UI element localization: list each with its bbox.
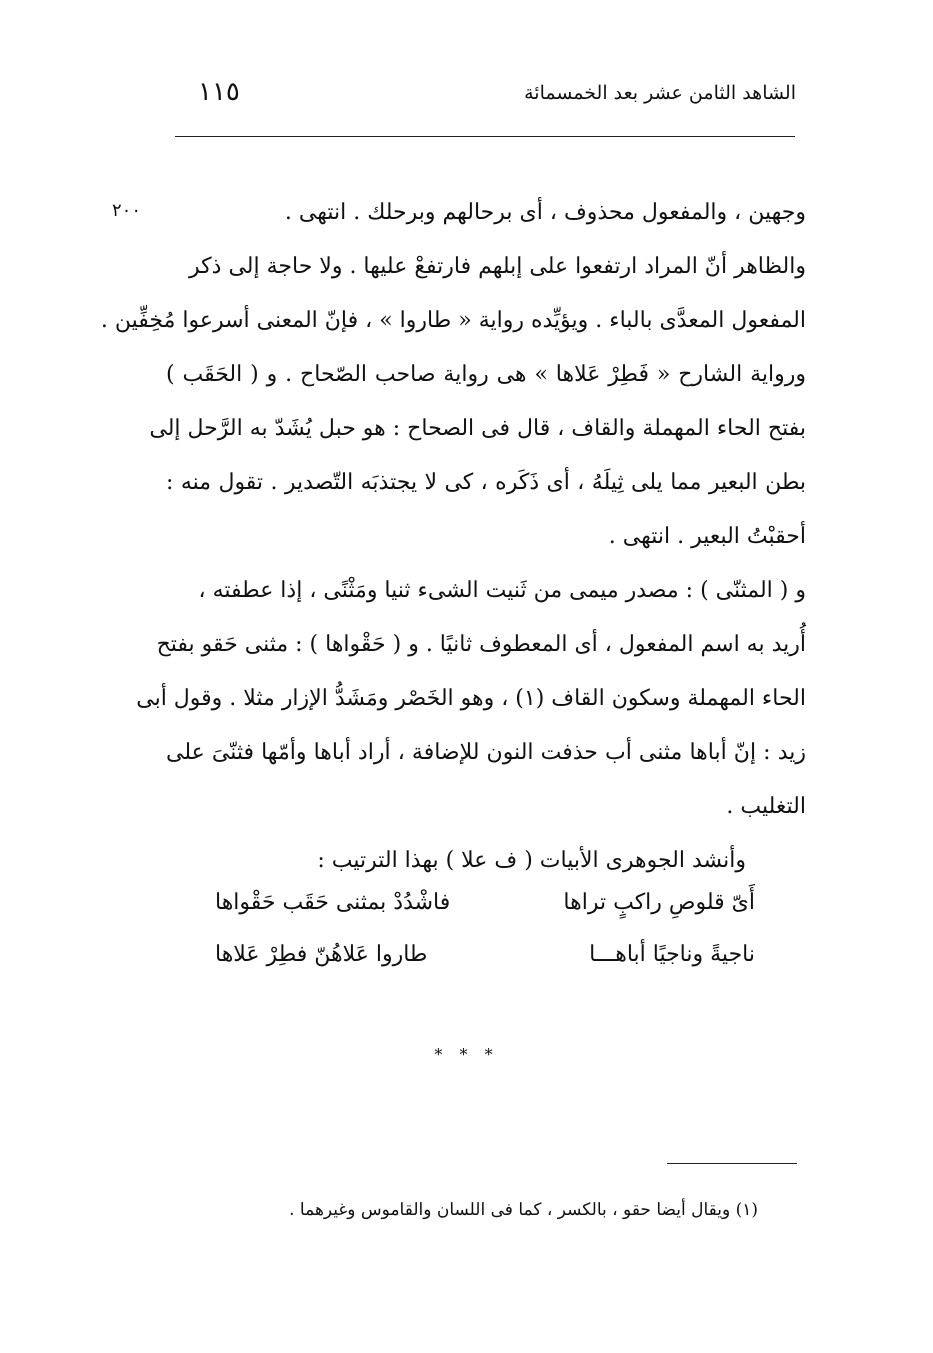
page-number: ١١٥ bbox=[198, 77, 240, 107]
body-line: وأنشد الجوهرى الأبيات ( ف علا ) بهذا الترتيب : bbox=[317, 848, 746, 873]
verse-second-hemistich: فاشْدُدْ بمثنى حَقَب حَقْواها bbox=[215, 890, 451, 915]
body-line: ورواية الشارح « فَطِرْ عَلاها » هى رواية صاحب الصّحاح . و ( الحَقَب ) bbox=[166, 362, 806, 387]
body-line: أحقبْتُ البعير . انتهى . bbox=[608, 524, 806, 549]
verse-first-hemistich: ناجيةً وناجيًا أباهـــا bbox=[589, 942, 755, 967]
running-header-title: الشاهد الثامن عشر بعد الخمسمائة bbox=[524, 82, 796, 104]
verse-row bbox=[215, 890, 755, 924]
footnote-divider bbox=[667, 1163, 797, 1164]
body-line: بفتح الحاء المهملة والقاف ، قال فى الصحاح : هو حبل يُشَدّ به الرَّحل إلى bbox=[149, 416, 806, 441]
body-line: الحاء المهملة وسكون القاف (١) ، وهو الخَصْر ومَشَدُّ الإزار مثلا . وقول أبى bbox=[136, 686, 806, 711]
body-line: المفعول المعدَّى بالباء . ويؤيِّده رواية « طاروا » ، فإنّ المعنى أسرعوا مُخِفِّين . bbox=[100, 308, 806, 333]
section-separator: * * * bbox=[434, 1045, 499, 1064]
body-line: بطن البعير مما يلى ثِيلَهُ ، أى ذَكَره ، كى لا يجتذبَه التّصدير . تقول منه : bbox=[166, 470, 806, 495]
verse-first-hemistich: أَىّ قلوصِ راكبٍ تراها bbox=[563, 890, 755, 915]
body-line: التغليب . bbox=[726, 794, 806, 819]
margin-line-number: ٢٠٠ bbox=[112, 200, 142, 221]
body-line: والظاهر أنّ المراد ارتفعوا على إبلهم فارتفعْ عليها . ولا حاجة إلى ذكر bbox=[189, 254, 806, 279]
body-line: زيد : إنّ أباها مثنى أب حذفت النون للإضافة ، أراد أباها وأمّها فثنّىَ على bbox=[166, 740, 806, 765]
footnote: (١) ويقال أيضا حقو ، بالكسر ، كما فى اللسان والقاموس وغيرهما . bbox=[289, 1200, 758, 1220]
header-divider bbox=[175, 136, 795, 137]
verse-row bbox=[215, 942, 755, 976]
body-line: أُريد به اسم المفعول ، أى المعطوف ثانيًا . و ( حَقْواها ) : مثنى حَقو بفتح bbox=[156, 632, 806, 657]
verse-second-hemistich: طاروا عَلاهُنّ فطِرْ عَلاها bbox=[215, 942, 428, 967]
body-line: و ( المثنّى ) : مصدر ميمى من ثَنيت الشىء ثنيا ومَثْنًى ، إذا عطفته ، bbox=[198, 578, 806, 603]
body-line: وجهين ، والمفعول محذوف ، أى برحالهم وبرحلك . انتهى . bbox=[284, 200, 806, 225]
